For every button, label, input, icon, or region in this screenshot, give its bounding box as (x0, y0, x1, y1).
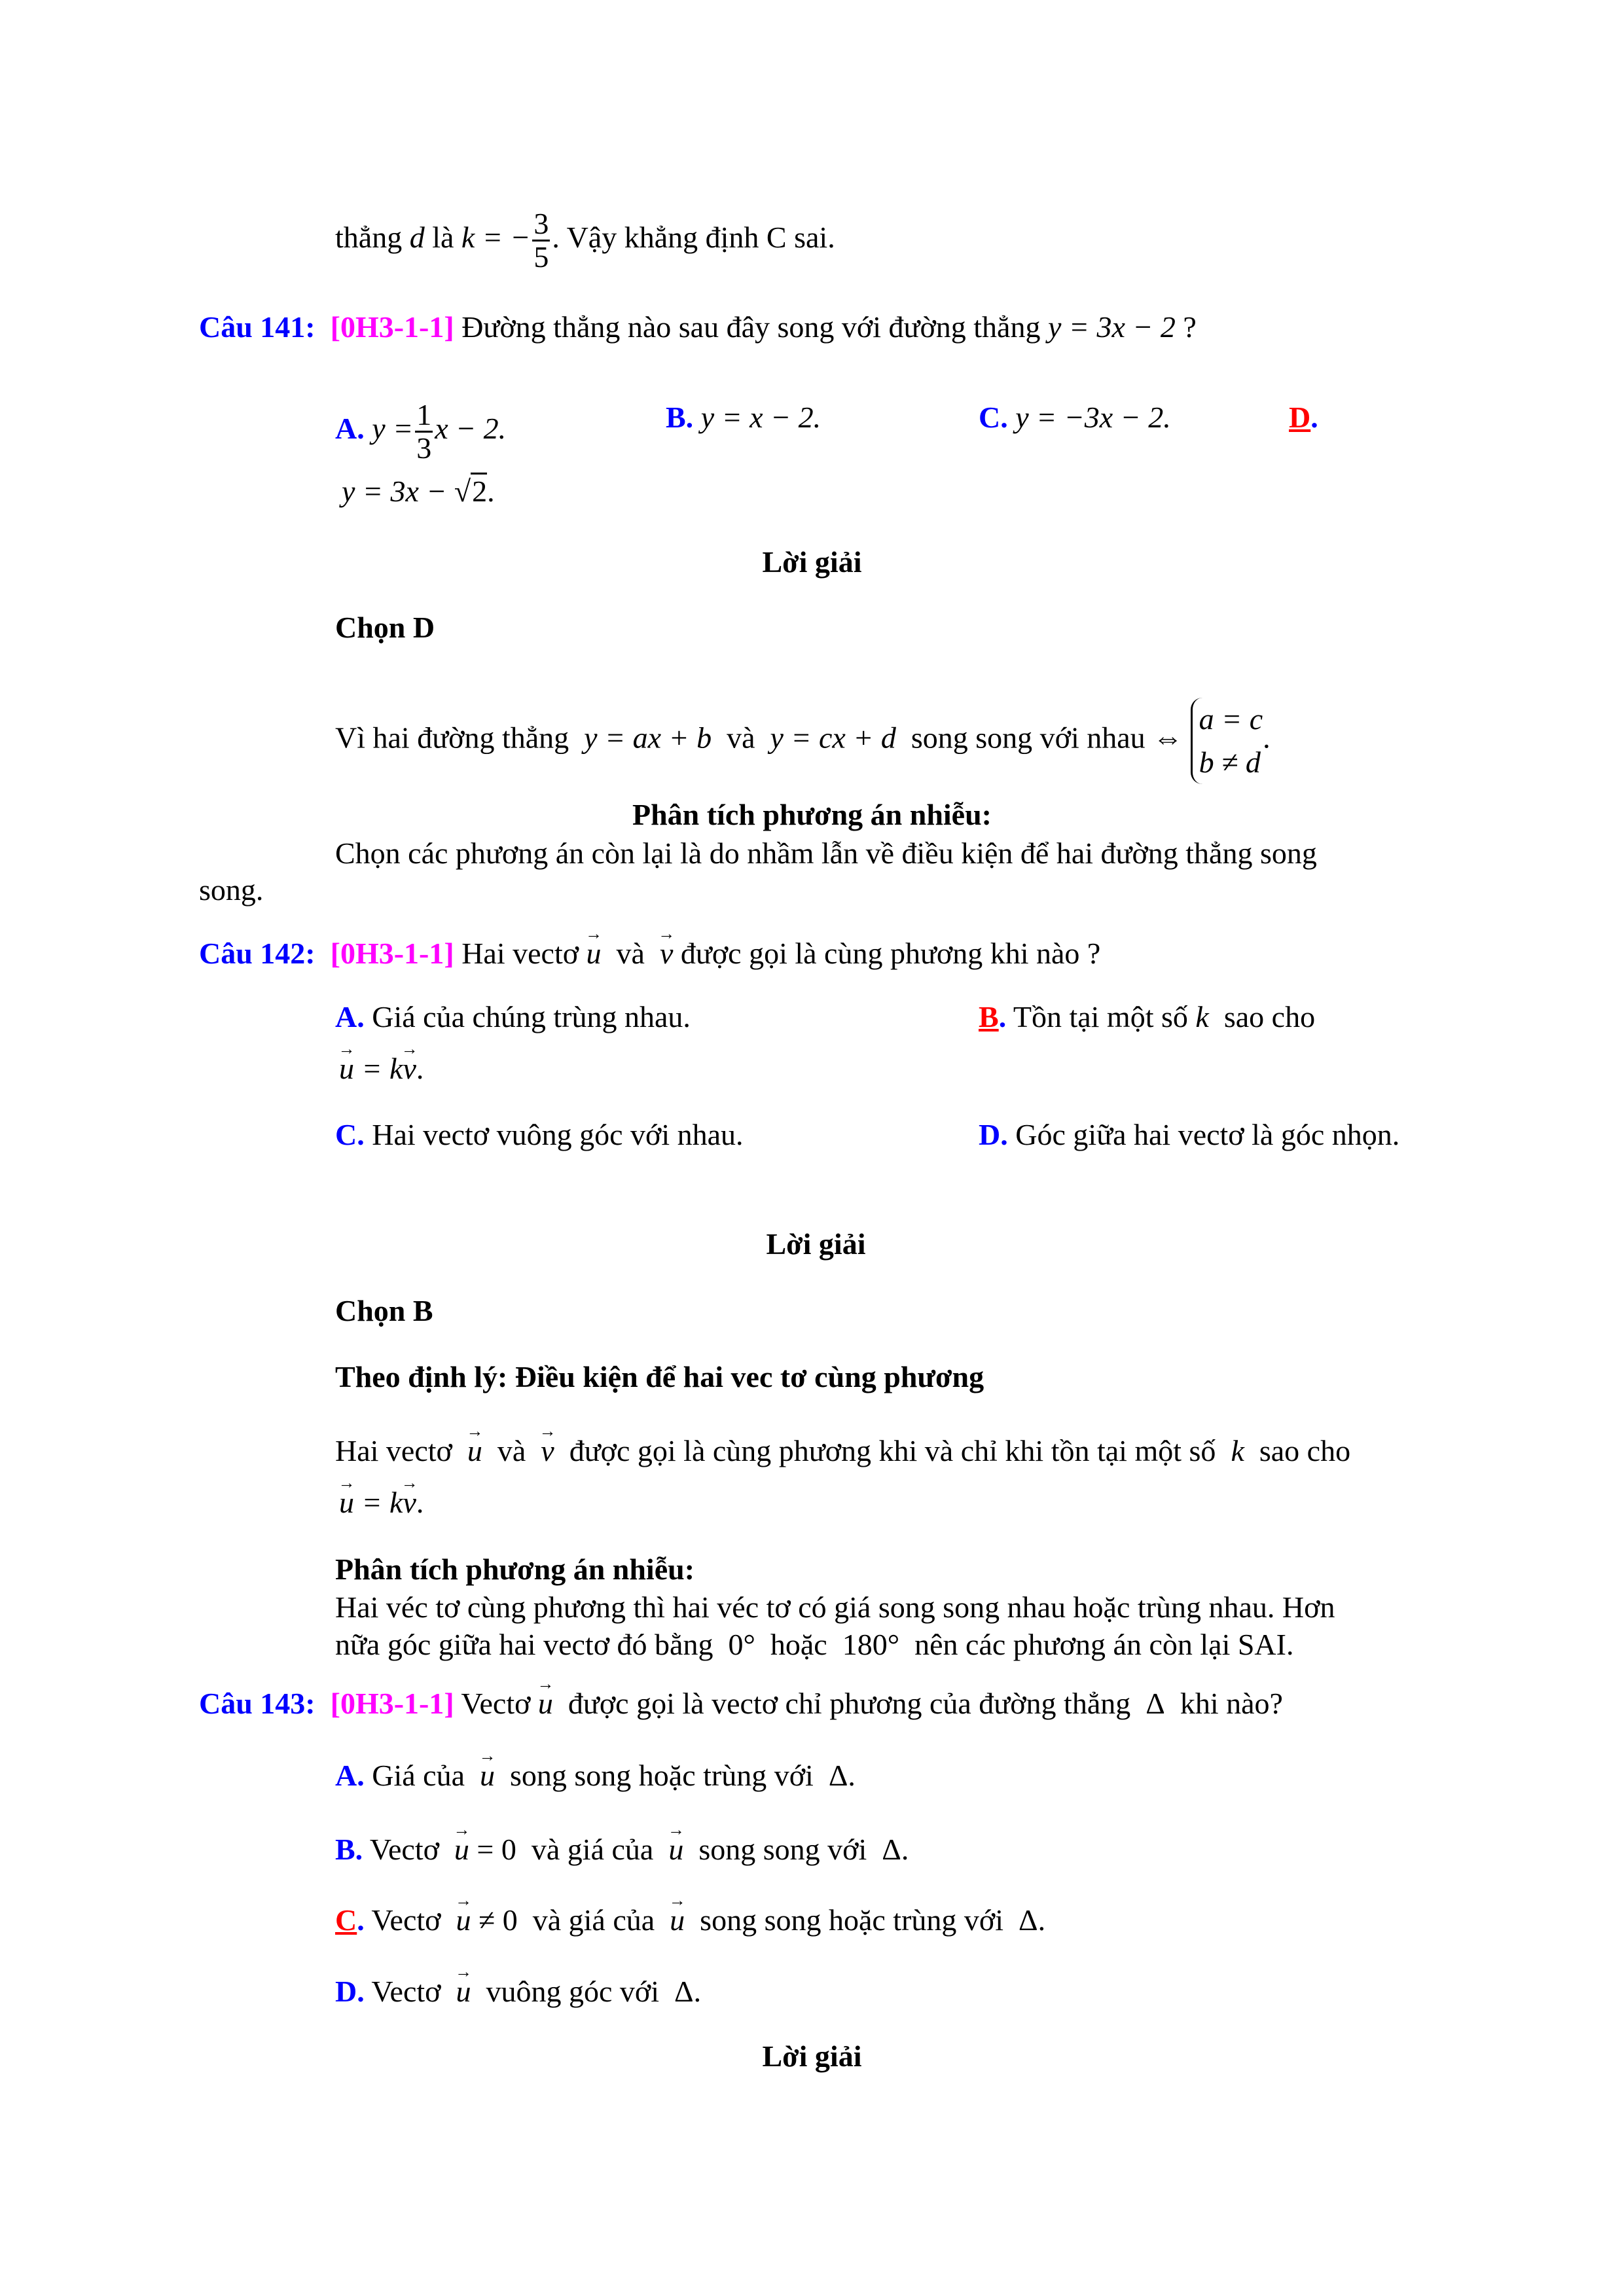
math-delta: Δ. (1019, 1903, 1046, 1937)
option-text: Giá của chúng trùng nhau. (372, 1000, 691, 1033)
math: = 0 (469, 1833, 516, 1866)
text: Vectơ (371, 1903, 441, 1937)
math: y = (372, 412, 414, 446)
option-key: A. (335, 1000, 365, 1033)
text: song song hoặc trùng với (700, 1903, 1004, 1937)
text: và (497, 1434, 526, 1467)
text: . (1263, 721, 1271, 755)
question-tag: [0H3-1-1] (330, 310, 454, 344)
option-a (335, 999, 691, 1035)
vector-v: → v (541, 1433, 554, 1469)
text: sao cho (1259, 1434, 1351, 1467)
dot: . (357, 1903, 365, 1937)
analysis-text: song. (199, 873, 264, 906)
math-delta: Δ (1146, 1687, 1165, 1720)
text: được gọi là vectơ chỉ phương của đường thẳng (568, 1687, 1131, 1720)
text: Vectơ (369, 1833, 439, 1866)
math: y = 3x − (342, 475, 454, 508)
math: 0° (728, 1628, 755, 1661)
option-a (335, 1757, 856, 1794)
text: và (616, 937, 645, 970)
option-key-correct: D (1289, 401, 1311, 434)
solution-title: Lời giải (766, 1227, 866, 1261)
option-key: C. (335, 1118, 365, 1151)
math: y = ax + b (584, 721, 712, 755)
equation: b ≠ d (1199, 745, 1261, 779)
question-tag: [0H3-1-1] (330, 937, 454, 970)
option-key: B. (666, 401, 694, 434)
fraction (532, 208, 550, 273)
vector-u: → u (538, 1685, 553, 1722)
question-label: Câu 141: (199, 310, 316, 344)
text: khi nào? (1180, 1687, 1283, 1720)
text: là (432, 221, 454, 255)
text: . (416, 1052, 424, 1085)
chosen-answer: Chọn B (335, 1294, 433, 1327)
math-delta: Δ. (828, 1759, 856, 1792)
math: y = 3x − 2 (1047, 310, 1176, 344)
option-key-correct: B (979, 1000, 999, 1033)
reason (335, 698, 1271, 784)
option-key: B. (335, 1833, 363, 1866)
sqrt-radicand: 2 (471, 473, 487, 508)
question-text: Đường thẳng nào sau đây song với đường thẳng (461, 310, 1041, 344)
vector-u: → u (454, 1831, 469, 1868)
option-b (666, 399, 821, 436)
text: . (487, 475, 495, 508)
text: . (416, 1486, 424, 1519)
math: x − 2. (435, 412, 507, 446)
math-k: k = − (461, 221, 531, 255)
option-d-math: y = 3x − √2. (342, 473, 495, 510)
option-c (335, 1902, 1045, 1939)
math: ≠ 0 (471, 1903, 518, 1937)
text: Hai vectơ (461, 937, 579, 970)
solution-title: Lời giải (762, 2039, 862, 2073)
option-key: D. (335, 1975, 365, 2008)
text: Hai vectơ (335, 1434, 452, 1467)
text: song song với nhau ⇔ (911, 721, 1183, 755)
text: hoặc (770, 1628, 827, 1661)
analysis-title: Phân tích phương án nhiễu: (632, 798, 992, 831)
vector-v: → v (660, 935, 673, 972)
option-key: A. (335, 1759, 365, 1792)
math-k: k (1195, 1000, 1209, 1033)
text: ? (1175, 310, 1197, 344)
numerator: 1 (416, 398, 432, 431)
analysis-text: Chọn các phương án còn lại là do nhầm lẫn về điều kiện để hai đường thẳng song (335, 836, 1317, 870)
vector-u: → u (668, 1831, 683, 1868)
question-143 (199, 1685, 1283, 1722)
math: y = x − 2. (700, 401, 821, 434)
chosen-answer: Chọn D (335, 611, 435, 644)
dot: . (1310, 401, 1318, 434)
analysis-text (335, 1626, 1293, 1663)
text: được gọi là cùng phương khi và chỉ khi tồn tại một số (569, 1434, 1216, 1467)
dot: . (998, 1000, 1007, 1033)
question-label: Câu 142: (199, 937, 316, 970)
math: y = −3x − 2. (1015, 401, 1171, 434)
math: = k (354, 1052, 403, 1085)
analysis-text: Hai véc tơ cùng phương thì hai véc tơ có giá song song nhau hoặc trùng nhau. Hơn (335, 1590, 1335, 1624)
question-tag: [0H3-1-1] (330, 1687, 454, 1720)
analysis-title: Phân tích phương án nhiễu: (335, 1552, 695, 1586)
math-k: k (1231, 1434, 1244, 1467)
question-142 (199, 935, 1100, 972)
option-key: C. (979, 401, 1008, 434)
vector-v: → v (403, 1050, 416, 1087)
text: được gọi là cùng phương khi nào ? (680, 937, 1101, 970)
option-text: Góc giữa hai vectơ là góc nhọn. (1015, 1118, 1400, 1151)
option-text: Hai vectơ vuông góc với nhau. (372, 1118, 744, 1151)
option-d-key (1289, 399, 1318, 436)
math-delta: Δ. (882, 1833, 909, 1866)
question-141 (199, 309, 1197, 346)
math: y = cx + d (770, 721, 896, 755)
text: song song hoặc trùng với (510, 1759, 814, 1792)
vector-u: → u (480, 1757, 495, 1794)
text: nữa góc giữa hai vectơ đó bằng (335, 1628, 713, 1661)
option-d (335, 1973, 701, 2010)
vector-u: → u (456, 1902, 471, 1939)
text: và (727, 721, 755, 755)
text: . Vậy khẳng định C sai. (552, 221, 835, 255)
option-a (335, 399, 506, 464)
denominator: 3 (416, 431, 432, 465)
math-d: d (409, 221, 425, 255)
equation: a = c (1199, 702, 1263, 736)
option-text: Tồn tại một số (1013, 1000, 1188, 1033)
vector-u: → u (467, 1433, 482, 1469)
theorem-title: Theo định lý: Điều kiện để hai vec tơ cùng phương (335, 1360, 984, 1393)
prev-conclusion (335, 208, 835, 273)
question-label: Câu 143: (199, 1687, 316, 1720)
equation-system (1191, 698, 1263, 784)
text: thẳng (335, 221, 403, 255)
text: Vectơ (371, 1975, 441, 2008)
solution-title: Lời giải (762, 545, 862, 579)
vector-v: → v (403, 1484, 416, 1521)
text: vuông góc với (486, 1975, 659, 2008)
option-b (979, 999, 1315, 1035)
option-c (335, 1117, 744, 1153)
equation (339, 1484, 424, 1521)
option-d (979, 1117, 1399, 1153)
text: Giá của (372, 1759, 465, 1792)
option-text: sao cho (1223, 1000, 1316, 1033)
fraction (415, 399, 433, 464)
text: và giá của (531, 1833, 654, 1866)
option-b (335, 1831, 909, 1868)
vector-u: → u (670, 1902, 685, 1939)
option-c (979, 399, 1171, 436)
option-key: A. (335, 412, 365, 446)
option-b-equation (339, 1050, 424, 1087)
text: Vectơ (461, 1687, 531, 1720)
text: song song với (698, 1833, 867, 1866)
vector-u: → u (456, 1973, 471, 2010)
vector-u: → u (586, 935, 602, 972)
explanation (335, 1433, 1350, 1469)
option-key: D. (979, 1118, 1008, 1151)
option-key-correct: C (335, 1903, 357, 1937)
text: Vì hai đường thẳng (335, 721, 569, 755)
vector-u: → u (339, 1484, 354, 1521)
vector-u: → u (339, 1050, 354, 1087)
math: 180° (842, 1628, 900, 1661)
math-delta: Δ. (674, 1975, 702, 2008)
text: nên các phương án còn lại SAI. (914, 1628, 1294, 1661)
denominator: 5 (533, 240, 549, 274)
math: = k (354, 1486, 403, 1519)
text: và giá của (532, 1903, 655, 1937)
numerator: 3 (533, 207, 549, 240)
